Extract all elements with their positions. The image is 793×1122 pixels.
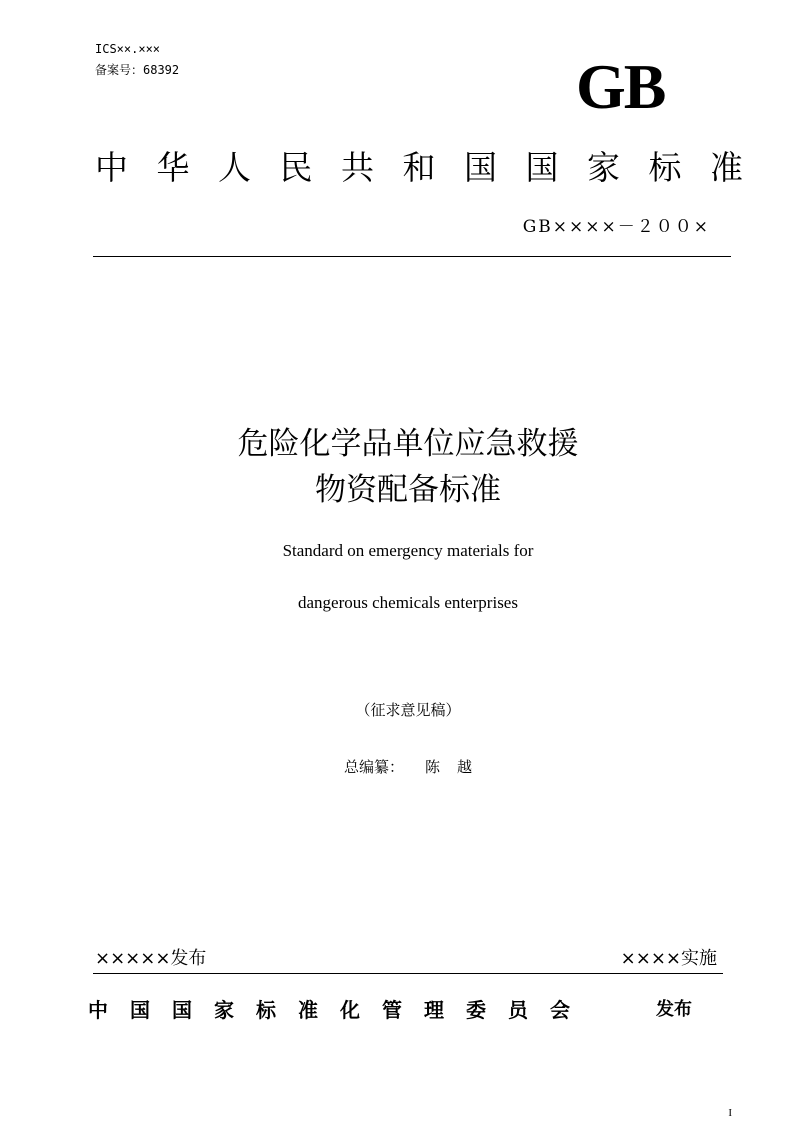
english-title-line-1: Standard on emergency materials for [282, 541, 534, 560]
publish-date: ×××××发布 [95, 948, 207, 969]
issuing-authority: 中国国家标准化管理委员会 [88, 998, 592, 1022]
page-number: I [728, 1107, 732, 1119]
implement-date: ××××实施 [620, 948, 717, 969]
document-title-line-1: 危险化学品单位应急救援 [237, 426, 579, 462]
english-title-line-2: dangerous chemicals enterprises [298, 593, 518, 612]
record-number: 备案号：68392 [95, 63, 180, 77]
standard-number: GB××××－２００× [522, 217, 710, 237]
chief-editor-name: 陈越 [425, 758, 490, 776]
ics-code: ICS××.××× [95, 42, 161, 56]
issue-label: 发布 [656, 999, 692, 1020]
national-standard-heading: 中华人民共和国国家标准 [95, 148, 772, 187]
draft-status: （征求意见稿） [355, 701, 461, 719]
chief-editor-label: 总编纂： [344, 758, 405, 776]
top-divider [93, 256, 731, 257]
document-title-line-2: 物资配备标准 [315, 472, 501, 508]
gb-logo: GB [576, 51, 665, 122]
bottom-divider [93, 973, 723, 974]
